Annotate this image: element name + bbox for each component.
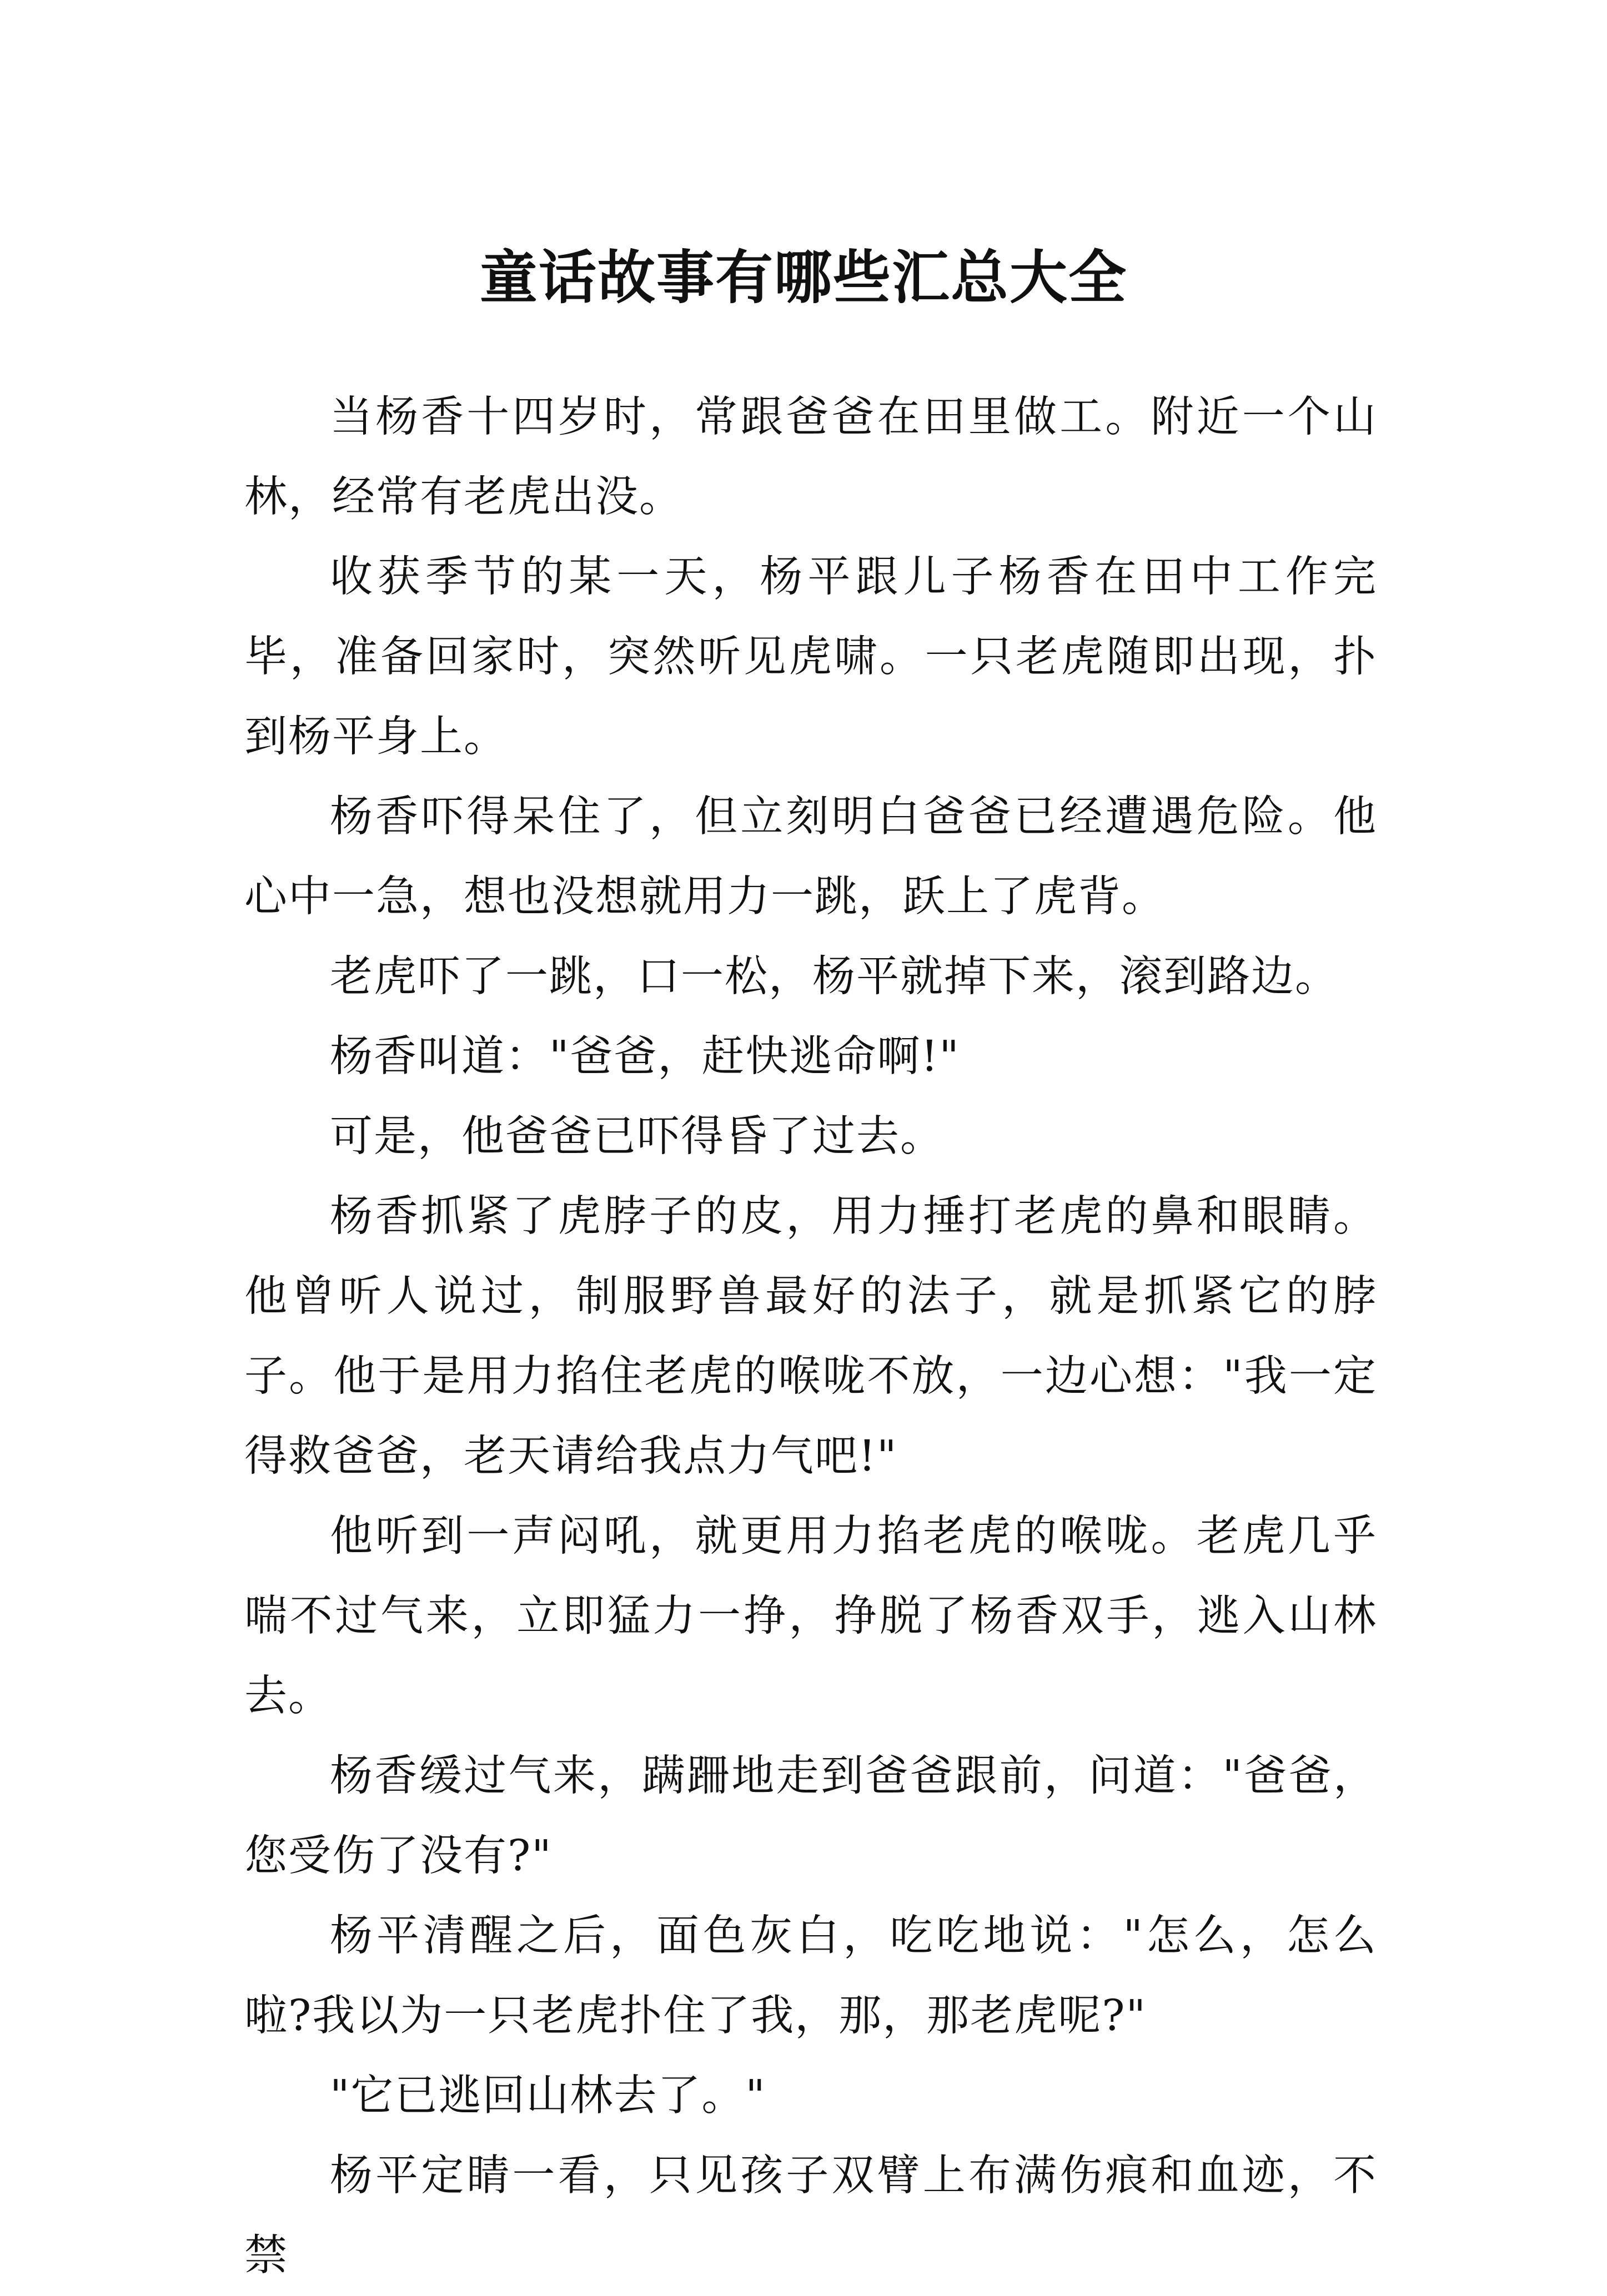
paragraph: 他听到一声闷吼，就更用力掐老虎的喉咙。老虎几乎喘不过气来，立即猛力一挣，挣脱了杨香双手，逃入山林去。 (244, 1512, 1377, 1721)
paragraph: 杨香缓过气来，蹒跚地走到爸爸跟前，问道："爸爸，您受伤了没有?" (244, 1751, 1377, 1881)
document-body (244, 377, 1377, 2296)
document-title: 童话故事有哪些汇总大全 (479, 243, 1127, 311)
paragraph: 当杨香十四岁时，常跟爸爸在田里做工。附近一个山林，经常有老虎出没。 (244, 392, 1377, 522)
paragraph: 杨平清醒之后，面色灰白，吃吃地说："怎么，怎么啦?我以为一只老虎扑住了我，那，那老虎呢?" (244, 1911, 1377, 2041)
paragraph: 杨香抓紧了虎脖子的皮，用力捶打老虎的鼻和眼睛。他曾听人说过，制服野兽最好的法子，就是抓紧它的脖子。他于是用力掐住老虎的喉咙不放，一边心想："我一定得救爸爸，老天请给我点力气吧!" (244, 1192, 1377, 1481)
paragraph: 杨香吓得呆住了，但立刻明白爸爸已经遭遇危险。他心中一急，想也没想就用力一跳，跃上了虎背。 (244, 792, 1377, 922)
paragraph: "它已逃回山林去了。" (330, 2071, 766, 2121)
paragraph: 老虎吓了一跳，口一松，杨平就掉下来，滚到路边。 (330, 952, 1339, 1001)
paragraph: 杨香叫道："爸爸，赶快逃命啊!" (330, 1032, 960, 1081)
paragraph: 可是，他爸爸已吓得昏了过去。 (330, 1112, 944, 1161)
paragraph: 杨平定睛一看，只见孩子双臂上布满伤痕和血迹，不禁 (244, 2151, 1377, 2280)
paragraph: 收获季节的某一天，杨平跟儿子杨香在田中工作完毕，准备回家时，突然听见虎啸。一只老虎随即出现，扑到杨平身上。 (244, 552, 1377, 762)
